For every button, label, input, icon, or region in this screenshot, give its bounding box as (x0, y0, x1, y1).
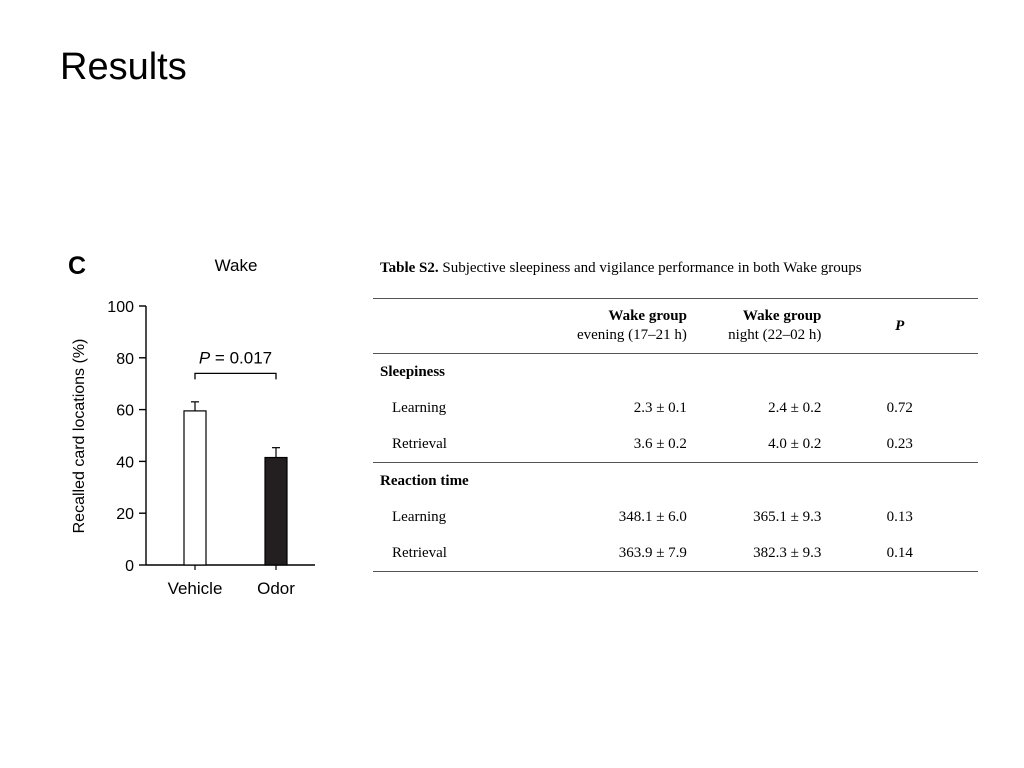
section-row-sleepiness (373, 354, 978, 391)
significance-bracket (195, 373, 276, 379)
cell-p: 0.13 (886, 508, 913, 525)
x-tick-label: Odor (257, 579, 295, 598)
significance-label: P = 0.017 (198, 348, 273, 368)
y-tick-label: 100 (107, 299, 134, 316)
row-label: Retrieval (392, 435, 447, 452)
section-row-reaction-time (373, 463, 978, 500)
x-tick-label: Vehicle (167, 579, 223, 598)
header-p-label: P (895, 317, 905, 334)
header-evening-sub: evening (17–21 h) (576, 327, 687, 343)
table-caption-label: Table S2. (380, 260, 439, 276)
header-night-sub: night (22–02 h) (728, 327, 822, 343)
cell-p: 0.14 (886, 544, 913, 561)
table-row (373, 535, 978, 572)
y-tick-label: 0 (125, 558, 134, 575)
table-header-row (373, 299, 978, 354)
y-tick-label: 80 (116, 350, 134, 368)
section-label: Reaction time (380, 472, 469, 489)
table-row (373, 499, 978, 535)
bar-odor (265, 458, 287, 565)
cell-p: 0.23 (886, 435, 913, 452)
row-label: Retrieval (392, 544, 447, 561)
header-night (687, 299, 821, 354)
cell-night: 4.0 ± 0.2 (768, 435, 822, 452)
header-evening-title: Wake group (608, 308, 687, 324)
table-row (373, 426, 978, 463)
header-evening (530, 299, 687, 354)
table-row (373, 390, 978, 426)
cell-evening: 363.9 ± 7.9 (618, 544, 687, 561)
header-cell-empty (373, 299, 530, 354)
cell-evening: 3.6 ± 0.2 (633, 435, 687, 452)
y-tick-label: 20 (116, 506, 134, 524)
cell-night: 2.4 ± 0.2 (768, 399, 822, 416)
section-label: Sleepiness (380, 363, 446, 380)
cell-evening: 348.1 ± 6.0 (618, 508, 687, 525)
bar-chart (60, 245, 340, 615)
cell-p: 0.72 (886, 399, 913, 416)
y-axis-label: Recalled card locations (%) (71, 338, 88, 534)
header-night-title: Wake group (742, 308, 822, 324)
row-label: Learning (392, 508, 447, 525)
row-label: Learning (392, 399, 447, 416)
panel-label: C (68, 252, 87, 280)
slide-title: Results (60, 46, 187, 88)
cell-night: 382.3 ± 9.3 (753, 544, 822, 561)
cell-night: 365.1 ± 9.3 (753, 508, 822, 525)
header-p (821, 299, 978, 354)
table-caption-text: Subjective sleepiness and vigilance performance in both Wake groups (438, 260, 862, 276)
bar-vehicle (184, 411, 206, 565)
y-tick-label: 60 (116, 402, 134, 420)
y-tick-label: 40 (116, 454, 134, 472)
table-caption (380, 260, 862, 277)
cell-evening: 2.3 ± 0.1 (633, 399, 687, 416)
results-table (373, 298, 978, 572)
chart-title: Wake (214, 256, 258, 275)
